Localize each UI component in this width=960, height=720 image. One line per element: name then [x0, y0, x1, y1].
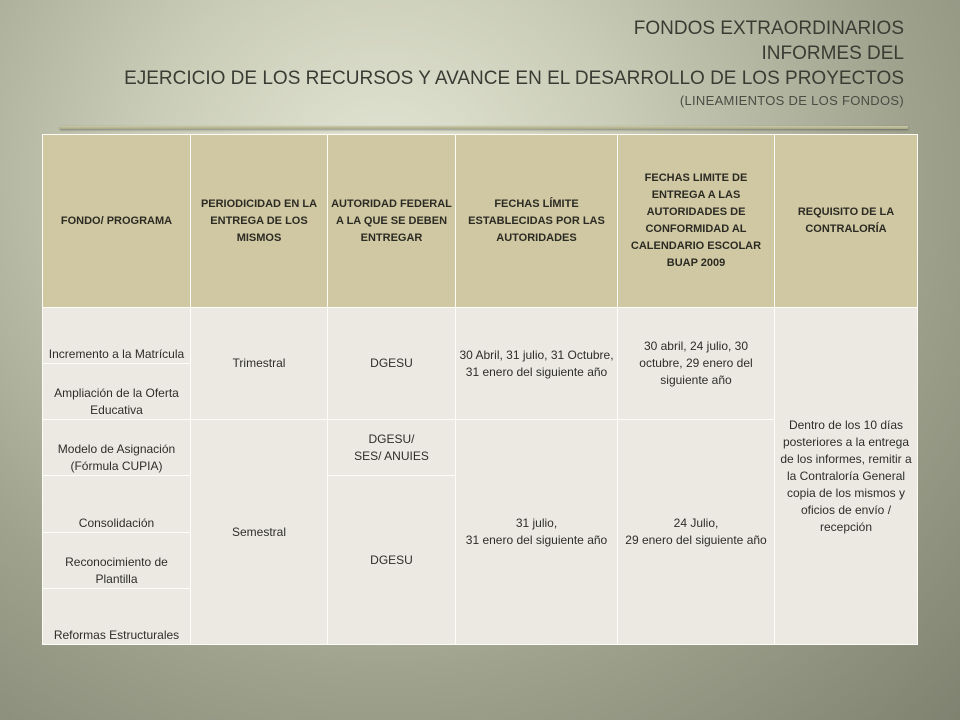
- col-header-autoridad: AUTORIDAD FEDERAL A LA QUE SE DEBEN ENTREGAR: [328, 135, 456, 308]
- col-header-requisito: REQUISITO DE LA CONTRALORÍA: [775, 135, 918, 308]
- program-cell: Incremento a la Matrícula: [43, 308, 191, 364]
- program-cell: Reformas Estructurales: [43, 588, 191, 644]
- program-cell: Reconocimiento de Plantilla: [43, 532, 191, 588]
- title-line-2: INFORMES DEL: [761, 43, 904, 64]
- program-cell: Consolidación: [43, 476, 191, 532]
- col-header-fondo: FONDO/ PROGRAMA: [43, 135, 191, 308]
- title-subtitle: (LINEAMIENTOS DE LOS FONDOS): [679, 93, 904, 108]
- col-header-periodicidad: PERIODICIDAD EN LA ENTREGA DE LOS MISMOS: [191, 135, 328, 308]
- col-header-fechas-limite: FECHAS LÍMITE ESTABLECIDAS POR LAS AUTORIDADES: [456, 135, 618, 308]
- buap-deadline-line: 24 Julio,: [673, 516, 719, 531]
- program-cell: Modelo de Asignación (Fórmula CUPIA): [43, 420, 191, 476]
- authority-cell: DGESU: [328, 476, 456, 645]
- authority-cell: DGESU: [328, 308, 456, 420]
- authority-line: SES/ ANUIES: [354, 448, 429, 463]
- deadline-line: 31 julio,: [515, 516, 558, 531]
- buap-deadline-line: 29 enero del siguiente año: [625, 533, 767, 548]
- periodicity-cell: Trimestral: [191, 308, 328, 420]
- header-row: [43, 135, 918, 308]
- slide-title: [44, 16, 904, 111]
- buap-deadline-cell: 30 abril, 24 julio, 30 octubre, 29 enero del siguiente año: [618, 308, 775, 420]
- table-row: [43, 308, 918, 364]
- title-line-1: FONDOS EXTRAORDINARIOS: [633, 18, 904, 39]
- periodicity-cell: Semestral: [191, 420, 328, 645]
- authority-cell: [328, 420, 456, 476]
- reports-table: [42, 134, 918, 645]
- title-divider: [60, 126, 908, 129]
- authority-line: DGESU/: [368, 431, 415, 446]
- requirement-cell: Dentro de los 10 días posteriores a la entrega de los informes, remitir a la Contraloría General copia de los mismos y oficios de envío / recepción: [775, 308, 918, 645]
- deadline-cell: [456, 420, 618, 645]
- title-line-3: EJERCICIO DE LOS RECURSOS Y AVANCE EN EL DESARROLLO DE LOS PROYECTOS: [124, 68, 904, 89]
- program-cell: Ampliación de la Oferta Educativa: [43, 364, 191, 420]
- deadline-line: 31 enero del siguiente año: [465, 533, 608, 548]
- deadline-cell: 30 Abril, 31 julio, 31 Octubre, 31 enero del siguiente año: [456, 308, 618, 420]
- col-header-fechas-buap: FECHAS LIMITE DE ENTREGA A LAS AUTORIDADES DE CONFORMIDAD AL CALENDARIO ESCOLAR BUAP 2009: [618, 135, 775, 308]
- buap-deadline-cell: [618, 420, 775, 645]
